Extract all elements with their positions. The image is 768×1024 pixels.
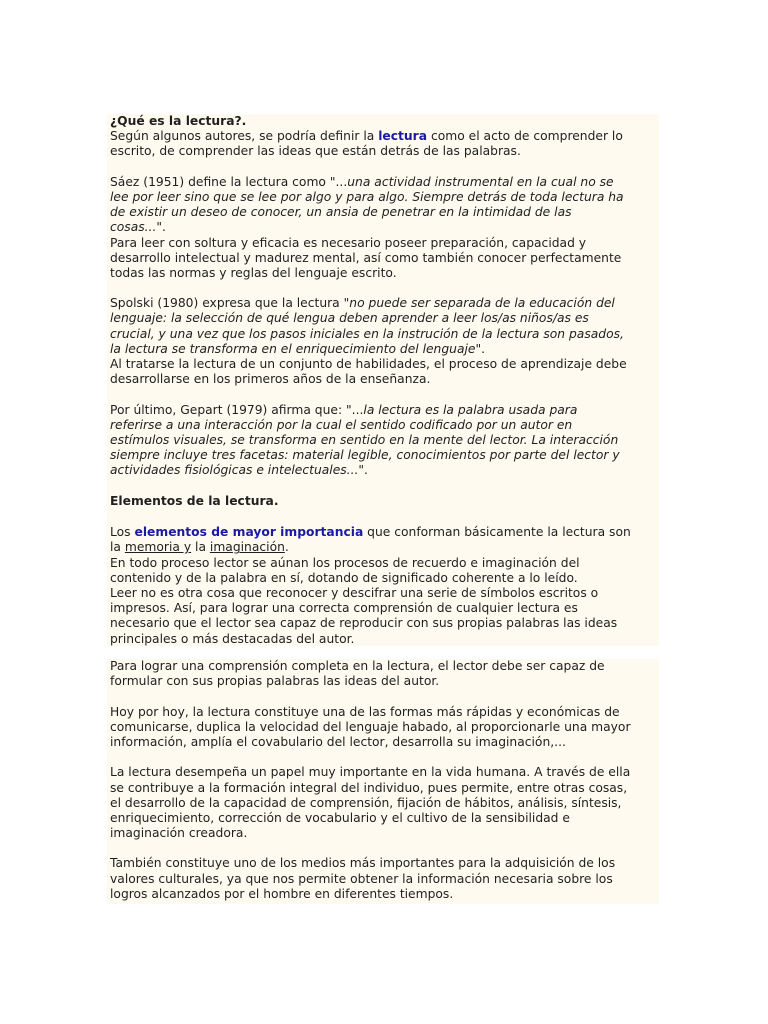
hoy-line-1: Hoy por hoy, la lectura constituye una de las formas más rápidas y económicas de [110, 704, 620, 719]
comprension-line-2: formular con sus propias palabras las ideas del autor. [110, 674, 440, 689]
comprension-line-1: Para lograr una comprensión completa en la lectura, el lector debe ser capaz de [110, 659, 605, 673]
hoy-line-3: información, amplía el covabulario del lector, desarrolla su imaginación,... [110, 734, 566, 749]
elementos-line-8: principales o más destacadas del autor. [110, 631, 355, 646]
gepart-quote-line-4: siempre incluye tres facetas: material legible, conocimientos por parte del lector y [110, 448, 620, 463]
elementos-link[interactable]: elementos de mayor importancia [134, 525, 364, 540]
saez-quote-line-4: cosas...". [110, 220, 166, 235]
text-block-lower [107, 659, 659, 904]
elementos-line-4: contenido y de la palabra en sí, dotando de significado coherente a lo leído. [110, 570, 578, 585]
spolski-quote-line-3: crucial, y una vez que los pasos iniciales en la instrución de la lectura son pasados, [110, 326, 624, 341]
saez-paragraph-line-3: todas las normas y reglas del lenguaje escrito. [110, 265, 397, 280]
imaginacion-link[interactable]: imaginación [209, 540, 285, 555]
saez-quote-line-1: Sáez (1951) define la lectura como "...una actividad instrumental en la cual no se [110, 174, 614, 189]
gepart-quote-line-5: actividades fisiológicas e intelectuales...". [110, 463, 368, 478]
saez-paragraph-line-2: desarrollo intelectual y madurez mental, así como también conocer perfectamente [110, 250, 622, 265]
papel-line-1: La lectura desempeña un papel muy importante en la vida humana. A través de ella [110, 765, 631, 780]
papel-line-2: se contribuye a la formación integral del individuo, pues permite, entre otras cosas, [110, 780, 628, 795]
hoy-line-2: comunicarse, duplica la velocidad del lenguaje habado, al proporcionarle una mayor [110, 719, 631, 734]
saez-quote-line-2: lee por leer sino que se lee por algo y para algo. Siempre detrás de toda lectura ha [110, 189, 624, 204]
gepart-quote-line-1: Por último, Gepart (1979) afirma que: "...la lectura es la palabra usada para [110, 402, 578, 417]
gepart-quote-line-2: referirse a una interacción por la cual el sentido codificado por un autor en [110, 417, 573, 432]
spolski-paragraph-line-1: Al tratarse la lectura de un conjunto de habilidades, el proceso de aprendizaje debe [110, 357, 627, 371]
papel-line-4: enriquecimiento, corrección de vocabulario y el cultivo de la sensibilidad e [110, 810, 570, 825]
valores-line-2: valores culturales, ya que nos permite obtener la información necesaria sobre los [110, 871, 613, 886]
memoria-link[interactable]: memoria y [124, 540, 192, 555]
elementos-line-6: impresos. Así, para lograr una correcta comprensión de cualquier lectura es [110, 601, 578, 616]
section-title-elementos: Elementos de la lectura. [110, 494, 279, 509]
valores-line-1: También constituye uno de los medios más importantes para la adquisición de los [110, 856, 616, 871]
elementos-line-7: necesario que el lector sea capaz de reproducir con sus propias palabras las ideas [110, 616, 618, 631]
elementos-line-5: Leer no es otra cosa que reconocer y descifrar una serie de símbolos escritos o [110, 586, 599, 601]
elementos-line-1: Los elementos de mayor importancia que conforman básicamente la lectura son [110, 525, 631, 540]
paragraph-definition-line-1: Según algunos autores, se podría definir la lectura como el acto de comprender lo [110, 129, 623, 144]
papel-line-5: imaginación creadora. [110, 826, 248, 841]
spolski-paragraph-line-2: desarrollarse en los primeros años de la enseñanza. [110, 372, 431, 387]
spolski-quote-line-2: lenguaje: la selección de qué lengua deben aprender a leer los/as niños/as es [110, 311, 589, 326]
spolski-quote-line-4: la lectura se transforma en el enriquecimiento del lenguaje". [110, 341, 486, 356]
spolski-quote-line-1: Spolski (1980) expresa que la lectura "no puede ser separada de la educación del [110, 296, 615, 311]
saez-paragraph-line-1: Para leer con soltura y eficacia es necesario poseer preparación, capacidad y [110, 235, 587, 250]
lectura-link[interactable]: lectura [378, 129, 428, 144]
text-block-upper [107, 114, 659, 646]
paragraph-definition-line-2: escrito, de comprender las ideas que están detrás de las palabras. [110, 144, 521, 159]
gepart-quote-line-3: estímulos visuales, se transforma en sentido en la mente del lector. La interacción [110, 432, 619, 447]
papel-line-3: el desarrollo de la capacidad de comprensión, fijación de hábitos, análisis, síntesis, [110, 795, 622, 810]
elementos-line-3: En todo proceso lector se aúnan los procesos de recuerdo e imaginación del [110, 555, 580, 570]
saez-quote-line-3: de existir un deseo de conocer, un ansia de penetrar en la intimidad de las [110, 205, 572, 220]
elementos-line-2: la memoria y la imaginación. [110, 540, 289, 555]
section-title-que-es-la-lectura: ¿Qué es la lectura?. [110, 114, 247, 128]
valores-line-3: logros alcanzados por el hombre en diferentes tiempos. [110, 886, 454, 901]
